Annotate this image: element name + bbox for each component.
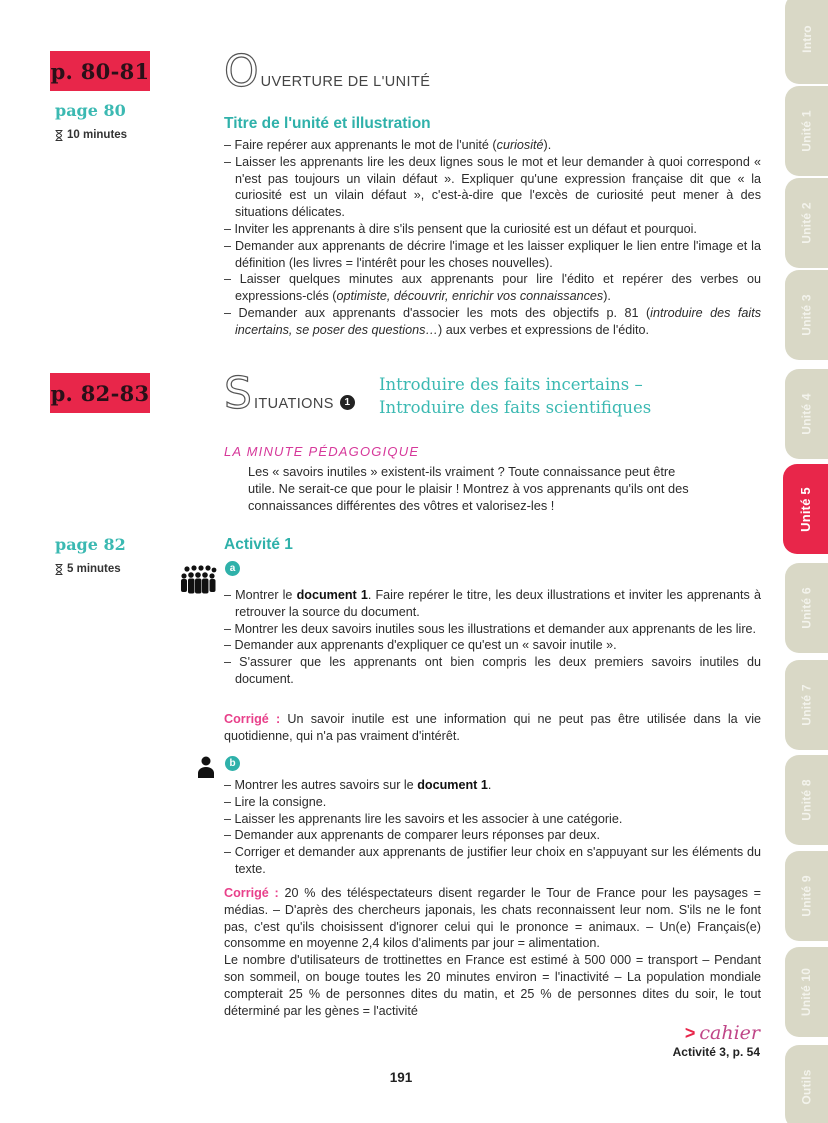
person-icon [197,756,215,778]
page-range-badge: p. 82-83 [50,373,150,413]
arrow-icon: > [684,1023,696,1043]
list-item: – Faire repérer aux apprenants le mot de l'unité (curiosité). [224,137,761,154]
list-item: – Laisser les apprenants lire les savoirs et les associer à une catégorie. [224,811,761,828]
section-title-ouverture [224,46,431,97]
duration [55,563,121,575]
section-number-badge: 1 [340,395,355,410]
list-item: – Montrer le document 1. Faire repérer le titre, les deux illustrations et inviter les apprenants à retrouver la source du document. [224,587,761,621]
list-item: – Laisser les apprenants lire les deux lignes sous le mot et leur demander à quoi correspond « n'est pas toujours un vilain défaut ». Expliquer qu'une expression française dit que « la curiosité est un vilain défaut », c'est-à-dire que l'excès de curiosité peut mener à des situations délicates. [224,154,761,221]
list-item: – Montrer les deux savoirs inutiles sous les illustrations et demander aux apprenants de les lire. [224,621,761,638]
tab-unite-10[interactable]: Unité 10 [785,947,828,1037]
minute-pedagogique-body: Les « savoirs inutiles » existent-ils vraiment ? Toute connaissance peut être utile. Ne serait-ce que pour le plaisir ! Montrez à vos apprenants qu'ils ont des connaissances différentes des vôtres et valorisez-les ! [248,464,689,513]
section-initial: O [224,46,259,97]
tab-unite-3[interactable]: Unité 3 [785,270,828,360]
section-title-situations [224,368,355,419]
workbook-activity-ref: Activité 3, p. 54 [672,1045,760,1059]
activity-title: Activité 1 [224,536,293,553]
section-title-text: UVERTURE DE L'UNITÉ [260,74,431,90]
list-item: – Demander aux apprenants de comparer leurs réponses par deux. [224,827,761,844]
workbook-reference[interactable] [673,1022,760,1059]
page-label: page 80 [55,101,126,120]
tab-intro[interactable]: Intro [785,0,828,84]
hourglass-icon [55,564,63,575]
group-icon [180,565,218,595]
tab-unite-6[interactable]: Unité 6 [785,563,828,653]
tab-unite-2[interactable]: Unité 2 [785,178,828,268]
part-a-marker: a [225,561,240,576]
list-item: – Demander aux apprenants d'associer les mots des objectifs p. 81 (introduire des faits incertains, se poser des questions…) aux verbes et expressions de l'édito. [224,305,761,339]
list-item: – Montrer les autres savoirs sur le document 1. [224,777,761,794]
workbook-link[interactable]: cahier [699,1022,760,1044]
list-item: – Lire la consigne. [224,794,761,811]
page-label: page 82 [55,535,126,554]
subheading: Titre de l'unité et illustration [224,115,431,132]
list-item: – Laisser quelques minutes aux apprenants pour lire l'édito et repérer des verbes ou expressions-clés (optimiste, découvrir, enrichir vos connaissances). [224,271,761,305]
page-number: 191 [389,1070,413,1085]
hourglass-icon [55,130,63,141]
section-subtitle: Introduire des faits incertains – Introduire des faits scientifiques [379,375,652,417]
tab-unite-1[interactable]: Unité 1 [785,86,828,176]
section-initial: S [224,368,252,419]
instruction-list [224,777,761,878]
instruction-list [224,137,761,339]
section-title-text: ITUATIONS [253,396,334,412]
duration-text: 10 minutes [67,129,128,141]
answer-key: Corrigé : 20 % des téléspectateurs disent regarder le Tour de France pour les paysages = médias. – D'après des chercheurs japonais, les chats reconnaissent leur nom. S'ils ne le font pas, c'est qu'ils choisissent d'ignorer celui qui le prononce = animaux. – Un(e) Français(e) consomme en moyenne 2,4 kilos d'aliments par jour = alimentation. Le nombre d'utilisateurs de trottinettes en France est estimé à 500 000 = transport – Pendant son sommeil, on bouge toutes les 20 minutes environ = l'inactivité – La population mondiale compterait 25 % de personnes dites du matin, et 25 % de personnes dites du soir, le tout déterminé par les gènes = l'activité [224,886,761,1018]
answer-key-label: Corrigé : [224,886,279,900]
answer-key-label: Corrigé : [224,712,281,726]
duration-text: 5 minutes [67,563,121,575]
page-range-badge: p. 80-81 [50,51,150,91]
minute-pedagogique-title: LA MINUTE PÉDAGOGIQUE [224,444,420,459]
answer-key: Corrigé : Un savoir inutile est une information qui ne peut pas être utilisée dans la vie quotidienne, qui n'a pas vraiment d'intérêt. [224,712,761,743]
tab-unite-9[interactable]: Unité 9 [785,851,828,941]
duration [55,129,127,141]
list-item: – Demander aux apprenants de décrire l'image et les laisser expliquer le lien entre l'image et la définition (les livres = l'intérêt pour les choses nouvelles). [224,238,761,272]
tab-unite-4[interactable]: Unité 4 [785,369,828,459]
list-item: – Corriger et demander aux apprenants de justifier leur choix en s'appuyant sur les éléments du texte. [224,844,761,878]
list-item: – Demander aux apprenants d'expliquer ce qu'est un « savoir inutile ». [224,637,761,654]
part-b-marker: b [225,756,240,771]
tab-unite-7[interactable]: Unité 7 [785,660,828,750]
list-item: – S'assurer que les apprenants ont bien compris les deux premiers savoirs inutiles du document. [224,654,761,688]
tab-unite-8[interactable]: Unité 8 [785,755,828,845]
list-item: – Inviter les apprenants à dire s'ils pensent que la curiosité est un défaut et pourquoi. [224,221,761,238]
tab-outils[interactable]: Outils [785,1045,828,1123]
unit-tabs [785,0,828,1123]
instruction-list [224,587,761,688]
tab-unite-5[interactable]: Unité 5 [783,464,828,554]
